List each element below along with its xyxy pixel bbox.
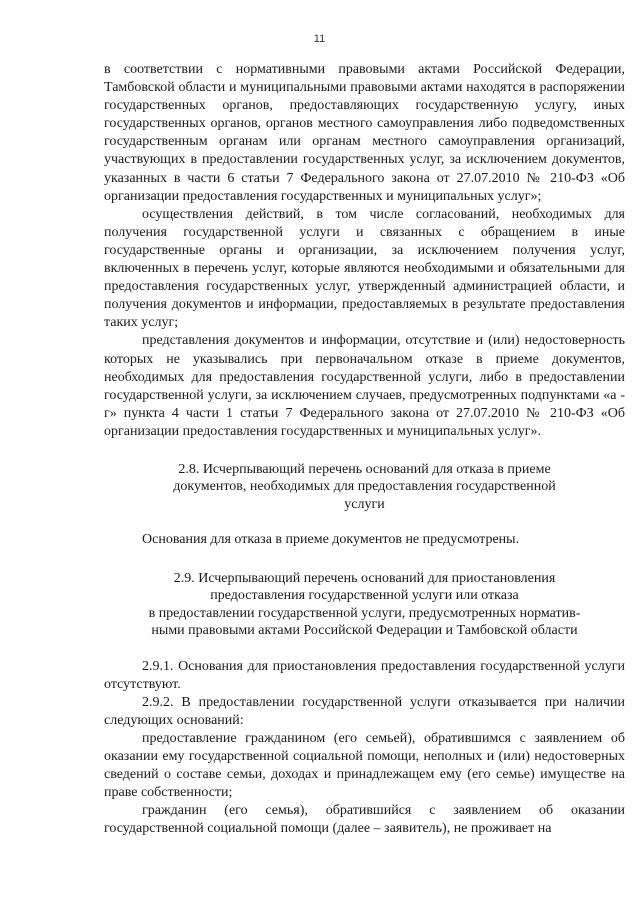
heading-2-9-line-2: предоставления государственной услуги или отказа xyxy=(210,588,519,604)
paragraph-incomplete-info: предоставление гражданином (его семьей), обратившимся с заявлением об оказании ему государственной социальной помощи, неполных и (или) недостоверных сведений о составе семьи, доходах и принадлежащем ему (его семье) имуществе на праве собственности; xyxy=(104,730,625,801)
section-heading-2-9 xyxy=(104,570,625,640)
heading-2-8-line-2: документов, необходимых для предоставления государственной xyxy=(173,479,556,495)
heading-2-8-line-3: услуги xyxy=(344,496,385,512)
paragraph-not-residing: гражданин (его семья), обратившийся с заявлением об оказании государственной социальной помощи (далее – заявитель), не проживает на xyxy=(104,803,625,837)
heading-2-9-line-1: 2.9. Исчерпывающий перечень оснований для приостановления xyxy=(173,570,556,586)
paragraph-2-9-1: 2.9.1. Основания для приостановления предоставления государственной услуги отсутствуют. xyxy=(104,658,625,692)
heading-2-8-line-1: 2.8. Исчерпывающий перечень оснований для отказа в приеме xyxy=(178,461,551,477)
page-number: 11 xyxy=(313,33,326,45)
paragraph-documents-in-possession: в соответствии с нормативными правовыми актами Российской Федерации, Тамбовской области и муниципальными правовыми актами находятся в распоряжении государственных органов, предоставляющих государственную услугу, иных государственных органов, органов местного самоуправления либо подведомственных государственным органам или органам местного самоуправления организаций, участвующих в предоставлении государственных услуг, за исключением документов, указанных в части 6 статьи 7 Федерального закона от 27.07.2010 № 210-ФЗ «Об организации предоставления государственных и муниципальных услуг»; xyxy=(104,62,625,204)
paragraph-no-grounds-for-refusal: Основания для отказа в приеме документов не предусмотрены. xyxy=(142,532,520,548)
heading-2-9-line-3: в предоставлении государственной услуги, предусмотренных норматив- xyxy=(148,605,581,621)
paragraph-missing-documents: представления документов и информации, отсутствие и (или) недостоверность которых не указывались при первоначальном отказе в приеме документов, необходимых для предоставления государственной услуги, либо в предоставлении государственной услуги, за исключением случаев, предусмотренных подпунктами «а - г» пункта 4 части 1 статьи 7 Федерального закона от 27.07.2010 № 210-ФЗ «Об организации предоставления государственных и муниципальных услуг». xyxy=(104,333,625,439)
paragraph-2-9-2: 2.9.2. В предоставлении государственной услуги отказывается при наличии следующих оснований: xyxy=(104,694,625,728)
heading-2-9-line-4: ными правовыми актами Российской Федерации и Тамбовской области xyxy=(151,623,578,639)
document-body xyxy=(104,61,625,839)
paragraph-actions-approvals: осуществления действий, в том числе согласований, необходимых для получения государственной услуги и связанных с обращением в иные государственные органы и организации, за исключением получения услуг, включенных в перечень услуг, которые являются необходимыми и обязательными для предоставления государственных услуг, утвержденный администрацией области, и получения документов и информации, предоставляемых в результате предоставления таких услуг; xyxy=(104,206,625,331)
section-heading-2-8 xyxy=(104,461,625,514)
